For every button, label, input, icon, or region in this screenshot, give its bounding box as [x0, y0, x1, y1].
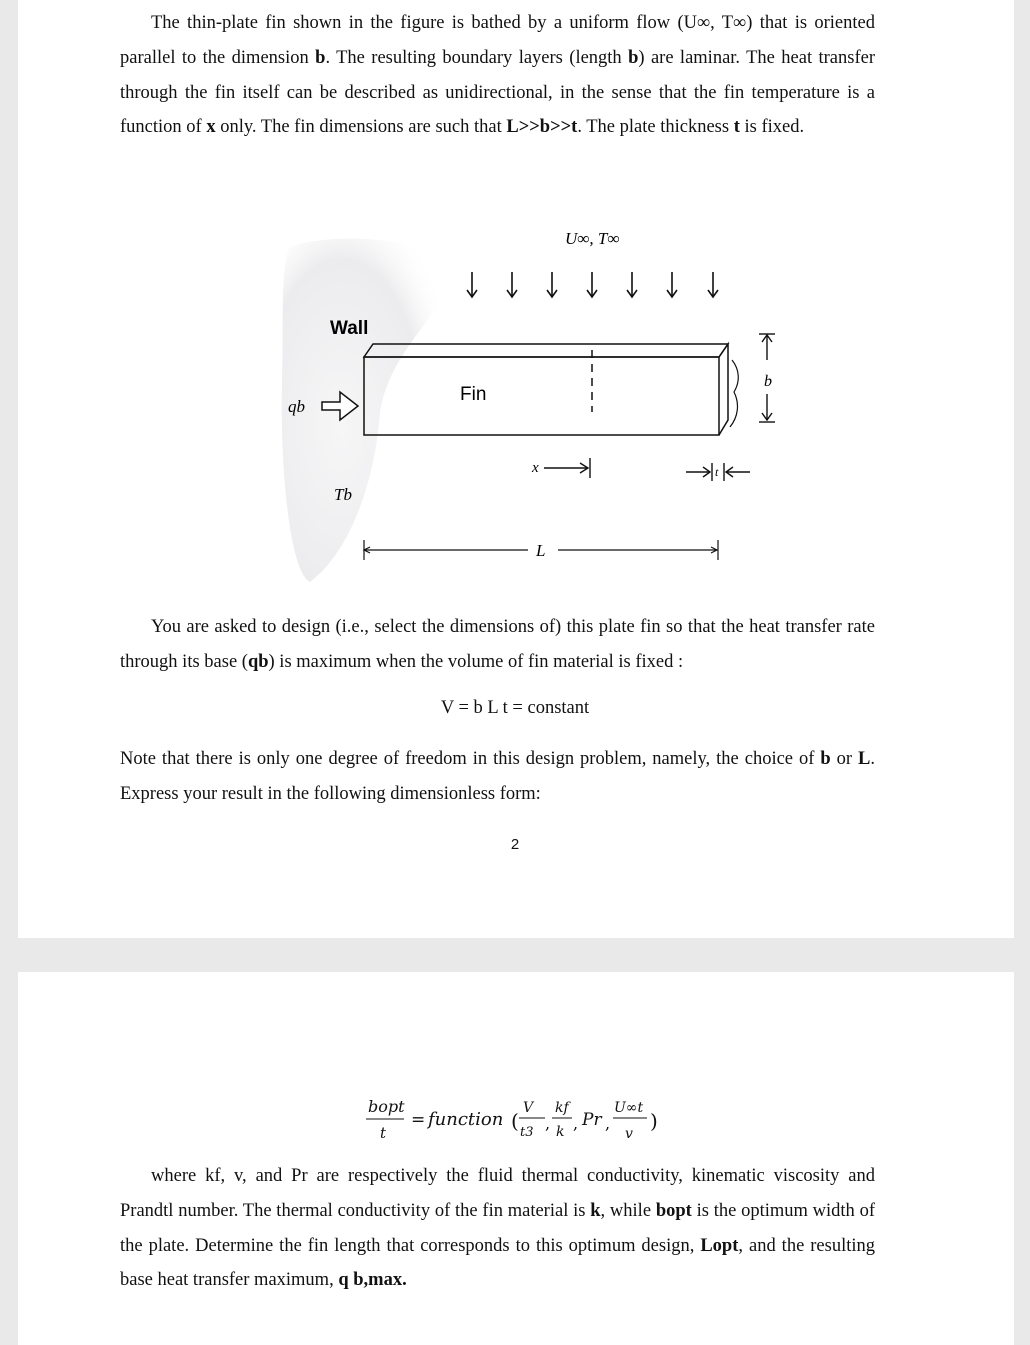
text-run: . Express your result in the following dimensionless form:	[120, 749, 875, 804]
bold-run: b	[820, 749, 831, 769]
fraction2-numerator: kf	[555, 1100, 569, 1116]
bold-run: k	[590, 1200, 601, 1221]
equals-sign: =	[411, 1110, 426, 1130]
wall-label: Wall	[330, 318, 369, 339]
fin-plate	[364, 344, 738, 435]
fraction1-numerator: V	[523, 1100, 534, 1116]
bold-run: x	[206, 117, 216, 138]
text-run: is the optimum width of the plate. Determine the fin length that corresponds to this optimum design,	[120, 1200, 875, 1256]
page-number: 2	[510, 836, 520, 853]
bold-run: bopt	[655, 1200, 692, 1221]
bold-run: qb	[247, 651, 269, 672]
definitions-paragraph	[120, 1159, 875, 1298]
text-run: , while	[600, 1200, 656, 1221]
lhs-numerator: bopt	[368, 1097, 405, 1116]
fin-diagram	[270, 222, 790, 592]
l-label: L	[536, 541, 546, 560]
svg-text:,: ,	[545, 1114, 551, 1133]
t-label: t	[715, 465, 719, 479]
fraction2-denominator: k	[556, 1124, 565, 1140]
bold-run: L>>b>>t	[506, 117, 578, 138]
bold-run: Lopt	[700, 1235, 739, 1256]
open-paren: (	[511, 1109, 519, 1133]
x-arrow	[544, 458, 590, 478]
degree-of-freedom-paragraph	[120, 742, 875, 812]
fraction3-numerator: U∞t	[614, 1100, 644, 1116]
bold-run: b	[315, 47, 326, 68]
text-run: . The resulting boundary layers (length	[325, 47, 629, 68]
text-run: only. The fin dimensions are such that	[215, 117, 507, 138]
volume-equation: V = b L t = constant	[440, 698, 590, 718]
qb-label: qb	[288, 397, 305, 416]
svg-text:,: ,	[605, 1114, 611, 1133]
function-word: function	[428, 1109, 504, 1130]
text-run: where kf, v, and Pr are respectively the fluid thermal conductivity, kinematic viscosity and Prandtl number. The thermal conductivity of the fin material is	[120, 1166, 875, 1221]
x-label: x	[532, 460, 539, 476]
tb-label: Tb	[334, 485, 352, 504]
text-run: is fixed.	[739, 117, 805, 138]
wall-shading	[282, 239, 453, 582]
flow-arrows	[467, 272, 718, 297]
bold-run: q b,max.	[338, 1270, 407, 1291]
fin-label: Fin	[460, 384, 487, 405]
text-run: ) are laminar. The heat transfer through the fin itself can be described as unidirectional, in the sense that the fin temperature is a function of	[120, 47, 875, 138]
text-run: The thin-plate fin shown in the figure is bathed by a uniform flow (U∞, T∞) that is oriented parallel to the dimension	[120, 13, 875, 68]
prandtl-symbol: Pr	[582, 1110, 602, 1130]
text-run: You are asked to design (i.e., select the dimensions of) this plate fin so that the heat transfer rate through its base (	[120, 617, 875, 672]
fraction3-denominator: v	[625, 1126, 633, 1142]
bold-run: L	[858, 749, 871, 769]
text-run: or	[830, 749, 859, 769]
b-label: b	[764, 373, 772, 390]
design-task-paragraph	[120, 610, 875, 680]
dimensionless-equation	[0, 1092, 1030, 1152]
flow-label: U∞, T∞	[565, 229, 620, 248]
fraction1-denominator: t3	[520, 1125, 534, 1140]
lhs-denominator: t	[380, 1124, 387, 1142]
bold-run: t	[733, 117, 740, 138]
close-paren: )	[650, 1109, 658, 1133]
svg-text:,: ,	[573, 1114, 579, 1133]
problem-statement-paragraph	[120, 6, 875, 145]
text-run: . The plate thickness	[577, 117, 734, 138]
bold-run: b	[628, 47, 639, 68]
text-run: ) is maximum when the volume of fin material is fixed :	[268, 651, 684, 672]
text-run: Note that there is only one degree of freedom in this design problem, namely, the choice of	[120, 749, 821, 769]
text-run: , and the resulting base heat transfer maximum,	[120, 1235, 875, 1291]
